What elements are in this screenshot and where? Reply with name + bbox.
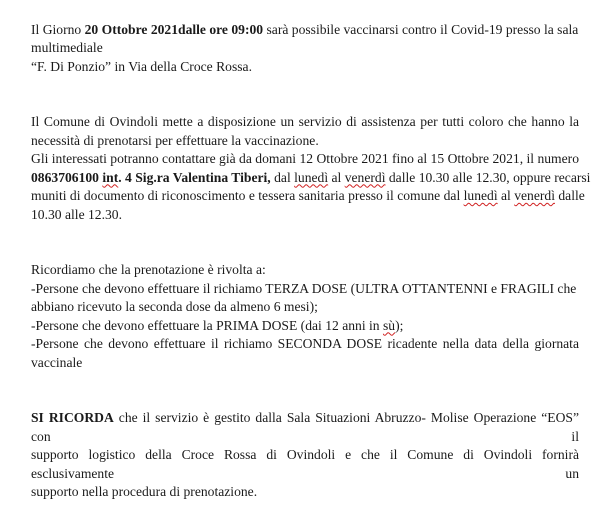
spacer (31, 224, 579, 243)
event-line-2: multimediale (31, 40, 103, 55)
paragraph-eligibility (31, 261, 579, 372)
extension-label: int (102, 169, 119, 185)
word-su: sù (382, 317, 396, 333)
event-line-1 (31, 21, 579, 40)
assistance-line-3: Gli interessati potranno contattare già da domani 12 Ottobre 2021 fino al 15 Ottobre 2021, il numero (31, 151, 579, 166)
spacer (31, 391, 579, 410)
weekday-friday: venerdì (344, 169, 386, 185)
spacer (31, 372, 579, 391)
assistance-line-5 (31, 187, 585, 206)
text-fragment: al (497, 188, 515, 203)
assistance-line-2: necessità di prenotarsi per effettuare la vaccinazione. (31, 132, 319, 148)
text-fragment: -Persone che devono effettuare la PRIMA DOSE (dai 12 anni in (31, 317, 383, 333)
event-date-time: 20 Ottobre 2021dalle ore 09:00 (84, 21, 264, 37)
paragraph-event-date (31, 21, 579, 77)
weekday-friday: venerdì (514, 188, 555, 203)
weekday-monday: lunedì (294, 169, 329, 185)
reminder-line-1 (31, 409, 579, 446)
text-fragment: dalle (554, 188, 585, 203)
event-description: sarà possibile vaccinarsi contro il Covid-19 presso la sala (263, 21, 579, 37)
eligibility-third-dose-cont: abbiano ricevuto la seconda dose da almeno 6 mesi); (31, 299, 318, 314)
eligibility-second-dose: -Persone che devono effettuare il richiamo SECONDA DOSE ricadente nella data della giornata (31, 336, 579, 351)
paragraph-reminder (31, 409, 579, 502)
reminder-line-3: supporto nella procedura di prenotazione. (31, 484, 258, 499)
paragraph-assistance (31, 113, 591, 224)
spacer (31, 76, 579, 95)
spacer (31, 243, 579, 262)
text-fragment: muniti di documento di riconoscimento e tessera sanitaria presso il comune dal (31, 188, 464, 203)
reminder-heading: SI RICORDA (31, 410, 114, 425)
eligibility-second-dose-cont: vaccinale (31, 354, 83, 370)
eligibility-third-dose: -Persone che devono effettuare il richiamo TERZA DOSE (ULTRA OTTANTENNI e FRAGILI che (31, 280, 577, 296)
assistance-contact-line (31, 169, 591, 188)
text-fragment: dal (274, 169, 295, 185)
top-spacer (31, 2, 579, 21)
reminder-line-2: supporto logistico della Croce Rossa di Ovindoli e che il Comune di Ovindoli fornirà esclusivamente un (31, 447, 579, 481)
assistance-line-1: Il Comune di Ovindoli mette a disposizione un servizio di assistenza per tutti coloro che hanno la (31, 114, 579, 129)
eligibility-intro: Ricordiamo che la prenotazione è rivolta a: (31, 262, 266, 277)
weekday-monday: lunedì (463, 188, 498, 203)
spacer (31, 95, 579, 114)
text-fragment: dalle 10.30 alle 12.30, oppure recarsi (385, 169, 591, 185)
assistance-hours: 10.30 alle 12.30. (31, 206, 122, 222)
event-location: “F. Di Ponzio” in Via della Croce Rossa. (31, 58, 252, 74)
phone-number: 0863706100 (31, 169, 103, 185)
event-intro: Il Giorno (31, 21, 85, 37)
text-fragment: che il servizio è gestito dalla Sala Situazioni Abruzzo- Molise Operazione “EOS” con il (31, 410, 579, 444)
text-fragment: al (328, 169, 345, 185)
text-fragment: ); (395, 317, 404, 333)
eligibility-first-dose (31, 317, 579, 336)
contact-person: . 4 Sig.ra Valentina Tiberi, (118, 169, 275, 185)
document-body (31, 2, 591, 502)
